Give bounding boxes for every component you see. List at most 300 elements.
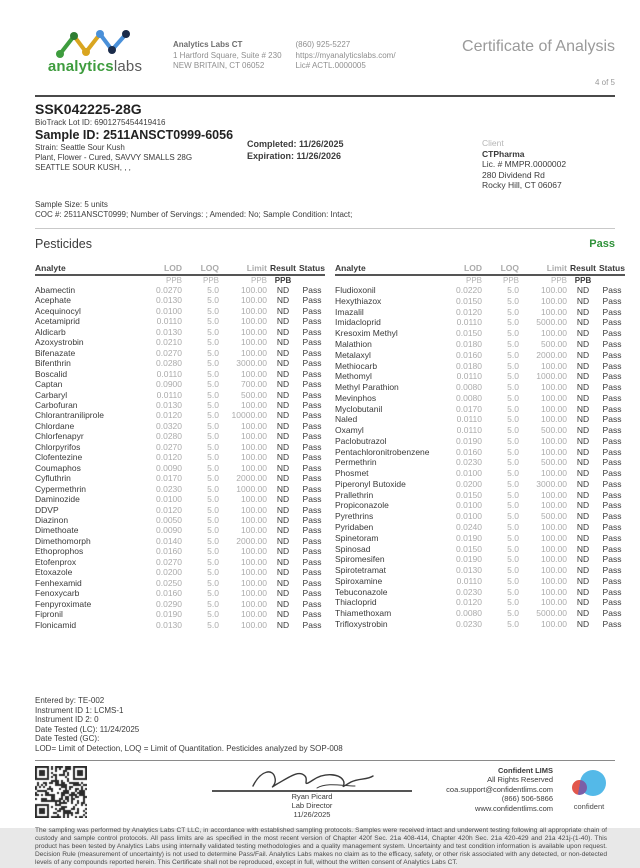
value-cell: 0.0270 [156, 441, 182, 452]
value-cell: 5.0 [207, 609, 219, 620]
table-row [35, 306, 325, 316]
table-row [35, 515, 325, 525]
analyte-cell: Metalaxyl [335, 349, 371, 360]
table-row [335, 490, 625, 501]
value-cell: 100.00 [541, 619, 567, 630]
value-cell: 100.00 [541, 285, 567, 296]
logo-zigzag-icon [52, 28, 138, 60]
signature-block [187, 766, 437, 819]
value-cell: 0.0220 [456, 285, 482, 296]
value-cell: 5.0 [507, 371, 519, 382]
analyte-cell: Abamectin [35, 285, 76, 295]
value-cell: 0.0100 [456, 511, 482, 522]
sample-id: Sample ID: 2511ANSCT0999-6056 [35, 128, 234, 142]
pesticides-table-left [35, 263, 325, 630]
table-body-left [35, 285, 325, 630]
value-cell: ND [576, 543, 590, 554]
header [35, 28, 615, 87]
value-cell: 100.00 [241, 305, 267, 316]
value-cell: ND [576, 597, 590, 608]
analyte-cell: Methomyl [335, 371, 372, 382]
analyte-cell: Chlordane [35, 420, 75, 431]
lims-email: coa.support@confidentlims.com [446, 784, 553, 794]
value-cell: 0.0150 [456, 543, 482, 554]
value-cell: 0.0100 [156, 494, 182, 505]
value-cell: Pass [602, 403, 622, 414]
table-row [335, 285, 625, 296]
value-cell: 100.00 [241, 525, 267, 536]
unit-cell: PPB [574, 275, 592, 285]
value-cell: 5.0 [207, 619, 219, 630]
analyte-cell: Cyfluthrin [35, 473, 71, 484]
table-row [335, 403, 625, 414]
value-cell: Pass [302, 337, 322, 348]
value-cell: 0.0050 [156, 514, 182, 525]
value-cell: ND [576, 295, 590, 306]
signer-title: Lab Director [291, 800, 333, 810]
pesticides-tables [35, 262, 625, 630]
analyte-cell: Pyridaben [335, 522, 374, 532]
value-cell: Pass [302, 567, 322, 578]
analytics-labs-logo [35, 28, 155, 75]
value-cell: ND [276, 567, 290, 578]
value-cell: Pass [602, 500, 622, 511]
value-cell: 5.0 [207, 483, 219, 494]
table-header-row [335, 263, 625, 275]
value-cell: 5.0 [507, 317, 519, 328]
col-loq: LOQ [182, 263, 219, 275]
analyte-cell: Prallethrin [335, 489, 374, 500]
value-cell: 100.00 [241, 326, 267, 337]
value-cell: 5.0 [207, 525, 219, 536]
value-cell: ND [276, 389, 290, 400]
unit-cell: PPB [250, 275, 267, 285]
value-cell: 0.0110 [456, 575, 482, 586]
table-row [35, 557, 325, 567]
instrument-id-2: Instrument ID 2: 0 [35, 715, 99, 725]
analyte-cell: Kresoxim Methyl [335, 328, 398, 339]
value-cell: Pass [302, 556, 322, 567]
value-cell: 100.00 [241, 577, 267, 588]
value-cell: 5.0 [507, 608, 519, 619]
value-cell: ND [576, 306, 590, 317]
value-cell: 500.00 [541, 425, 567, 436]
client-label: Client [482, 138, 504, 148]
value-cell: 5.0 [207, 494, 219, 505]
signer-name: Ryan Picard [291, 791, 333, 801]
value-cell: 0.0130 [156, 619, 182, 630]
value-cell: Pass [602, 285, 622, 296]
value-cell: 5.0 [507, 457, 519, 468]
value-cell: ND [276, 577, 290, 588]
value-cell: 5.0 [507, 338, 519, 349]
value-cell: 0.0190 [456, 532, 482, 543]
value-cell: 5.0 [507, 575, 519, 586]
value-cell: ND [576, 403, 590, 414]
value-cell: Pass [602, 360, 622, 371]
table-row [35, 337, 325, 347]
sample-details-block [35, 117, 247, 191]
value-cell: 100.00 [541, 532, 567, 543]
col-status: Status [599, 262, 625, 273]
lab-website: https://myanalyticslabs.com/ [295, 50, 396, 60]
client-name: CTPharma [482, 148, 525, 159]
value-cell: ND [276, 535, 290, 546]
value-cell: ND [276, 556, 290, 567]
value-cell: Pass [302, 285, 322, 295]
value-cell: 5.0 [507, 500, 519, 511]
analyte-cell: Etoxazole [35, 567, 73, 578]
value-cell: 500.00 [541, 457, 567, 468]
analyte-cell: Fludioxonil [335, 285, 376, 296]
unit-cell: PPB [274, 275, 292, 285]
value-cell: Pass [302, 452, 322, 463]
signature-footer [35, 766, 615, 819]
table-row [335, 296, 625, 307]
lab-phone: (860) 925-5227 [295, 40, 351, 49]
value-cell: 0.0900 [156, 379, 182, 390]
value-cell: 5.0 [207, 535, 219, 546]
col-analyte: Analyte [335, 263, 435, 275]
value-cell: Pass [602, 478, 622, 489]
table-row [35, 536, 325, 546]
analyte-cell: Phosmet [335, 468, 369, 479]
pesticides-table-right [335, 263, 625, 630]
value-cell: Pass [302, 347, 322, 358]
value-cell: 2000.00 [536, 349, 567, 360]
value-cell: 0.0190 [456, 435, 482, 446]
table-units-row [35, 275, 325, 286]
value-cell: ND [276, 431, 290, 442]
analyte-cell: Dimethomorph [35, 535, 91, 546]
analyte-cell: Spiromesifen [335, 554, 385, 565]
date-tested-gc: Date Tested (GC): [35, 734, 100, 744]
analyte-cell: Imidacloprid [335, 317, 381, 328]
value-cell: 5.0 [207, 399, 219, 410]
unit-cell: PPB [550, 275, 567, 285]
value-cell: Pass [302, 546, 322, 557]
value-cell: Pass [602, 457, 622, 468]
value-cell: 100.00 [241, 598, 267, 609]
value-cell: Pass [302, 399, 322, 410]
value-cell: 0.0230 [156, 483, 182, 494]
analyte-cell: Paclobutrazol [335, 435, 387, 446]
lims-name: Confident LIMS [498, 765, 553, 775]
value-cell: ND [576, 457, 590, 468]
value-cell: ND [576, 392, 590, 403]
page-number: 4 of 5 [594, 78, 615, 87]
value-cell: ND [276, 462, 290, 473]
expiration-date: Expiration: 11/26/2026 [247, 151, 342, 161]
value-cell: 100.00 [541, 586, 567, 597]
value-cell: 5.0 [507, 597, 519, 608]
value-cell: Pass [302, 619, 322, 630]
table-row [335, 436, 625, 447]
value-cell: ND [576, 478, 590, 489]
dates-block [247, 117, 382, 191]
value-cell: ND [276, 316, 290, 327]
table-row [335, 597, 625, 608]
value-cell: 100.00 [241, 556, 267, 567]
value-cell: ND [276, 399, 290, 410]
table-row [35, 442, 325, 452]
sample-size: Sample Size: 5 units [35, 199, 108, 209]
value-cell: Pass [602, 425, 622, 436]
lab-address-line2: NEW BRITAIN, CT 06052 [173, 61, 265, 70]
value-cell: 0.0130 [156, 326, 182, 337]
value-cell: Pass [602, 306, 622, 317]
value-cell: Pass [602, 446, 622, 457]
value-cell: 0.0130 [156, 399, 182, 410]
analyte-cell: Piperonyl Butoxide [335, 478, 406, 489]
table-row [335, 414, 625, 425]
analyte-cell: Hexythiazox [335, 295, 382, 306]
unit-cell [335, 275, 435, 286]
value-cell: ND [276, 483, 290, 494]
table-row [35, 369, 325, 379]
value-cell: 10000.00 [231, 410, 267, 421]
value-cell: 3000.00 [536, 478, 567, 489]
table-row [35, 410, 325, 420]
value-cell: 100.00 [241, 567, 267, 578]
value-cell: 5.0 [507, 425, 519, 436]
value-cell: 100.00 [541, 446, 567, 457]
table-row [35, 295, 325, 305]
table-row [335, 446, 625, 457]
table-row [35, 400, 325, 410]
value-cell: ND [276, 441, 290, 452]
table-row [35, 609, 325, 619]
table-row [335, 522, 625, 533]
client-address1: 280 Dividend Rd [482, 169, 545, 180]
lims-website: www.confidentlims.com [475, 803, 553, 813]
strain: Strain: Seattle Sour Kush [35, 143, 125, 152]
value-cell: 0.0100 [456, 468, 482, 479]
value-cell: ND [276, 347, 290, 358]
value-cell: Pass [602, 586, 622, 597]
value-cell: 500.00 [541, 338, 567, 349]
value-cell: Pass [602, 392, 622, 403]
value-cell: 5.0 [207, 326, 219, 337]
analyte-cell: Bifenazate [35, 347, 76, 358]
unit-cell [35, 275, 135, 286]
value-cell: 0.0150 [456, 489, 482, 500]
analyte-cell: Permethrin [335, 457, 377, 468]
value-cell: 100.00 [541, 522, 567, 532]
value-cell: 100.00 [541, 295, 567, 306]
header-right [462, 28, 615, 87]
analyte-cell: Myclobutanil [335, 403, 383, 414]
value-cell: Pass [602, 608, 622, 619]
value-cell: 5.0 [507, 619, 519, 630]
value-cell: 0.0120 [156, 410, 182, 421]
value-cell: 5.0 [207, 305, 219, 316]
value-cell: ND [276, 514, 290, 525]
value-cell: ND [576, 565, 590, 576]
value-cell: ND [576, 371, 590, 382]
analyte-cell: Spirotetramat [335, 565, 387, 576]
table-row [335, 317, 625, 328]
logo-wordmark-analytics: analytics [47, 58, 114, 75]
value-cell: 2000.00 [236, 473, 267, 484]
test-metadata-block [35, 696, 615, 754]
lab-contact-info [173, 28, 396, 72]
value-cell: 100.00 [241, 431, 267, 442]
value-cell: 2000.00 [236, 535, 267, 546]
value-cell: ND [576, 511, 590, 522]
value-cell: Pass [302, 368, 322, 379]
value-cell: ND [576, 586, 590, 597]
value-cell: 100.00 [541, 565, 567, 576]
value-cell: 5.0 [207, 577, 219, 588]
table-row [35, 348, 325, 358]
value-cell: ND [576, 608, 590, 619]
value-cell: 100.00 [541, 414, 567, 425]
date-tested-lc: Date Tested (LC): 11/24/2025 [35, 724, 140, 734]
value-cell: 0.0230 [456, 619, 482, 630]
value-cell: 5.0 [207, 598, 219, 609]
value-cell: 5.0 [507, 511, 519, 522]
table-row [335, 533, 625, 544]
analyte-cell: Thiamethoxam [335, 608, 392, 619]
value-cell: ND [576, 414, 590, 425]
value-cell: 5.0 [507, 360, 519, 371]
value-cell: Pass [302, 504, 322, 515]
value-cell: 5.0 [507, 489, 519, 500]
col-status: Status [299, 262, 325, 273]
value-cell: Pass [602, 597, 622, 608]
value-cell: 5.0 [207, 368, 219, 379]
value-cell: 0.0270 [156, 285, 182, 295]
value-cell: Pass [602, 489, 622, 500]
value-cell: 0.0190 [456, 554, 482, 565]
col-lod: LOD [135, 263, 182, 275]
value-cell: 0.0110 [456, 414, 482, 425]
value-cell: 0.0090 [156, 525, 182, 536]
value-cell: 5.0 [507, 522, 519, 532]
value-cell: 0.0170 [456, 403, 482, 414]
value-cell: Pass [602, 349, 622, 360]
value-cell: Pass [302, 326, 322, 337]
table-body-right [335, 285, 625, 630]
value-cell: Pass [302, 358, 322, 369]
value-cell: Pass [602, 543, 622, 554]
analyte-cell: Clofentezine [35, 452, 83, 463]
analyte-cell: Spinetoram [335, 532, 379, 543]
value-cell: Pass [602, 382, 622, 393]
table-row [335, 425, 625, 436]
value-cell: ND [276, 473, 290, 484]
value-cell: ND [576, 446, 590, 457]
analyte-cell: Acetamiprid [35, 316, 80, 327]
value-cell: 5.0 [207, 473, 219, 484]
lab-phone-block [296, 40, 396, 72]
analyte-cell: DDVP [35, 504, 59, 515]
value-cell: 0.0180 [456, 360, 482, 371]
sample-info-section [35, 101, 615, 220]
analyte-cell: Coumaphos [35, 462, 81, 473]
table-row [335, 468, 625, 479]
section-divider [35, 228, 615, 229]
value-cell: ND [276, 546, 290, 557]
value-cell: 5.0 [507, 414, 519, 425]
sample-batch-title: SSK042225-28G [35, 101, 142, 117]
analyte-cell: Fenpyroximate [35, 598, 92, 609]
analyte-cell: Daminozide [35, 494, 80, 505]
value-cell: 0.0160 [156, 546, 182, 557]
value-cell: 5.0 [507, 468, 519, 479]
value-cell: 5.0 [207, 514, 219, 525]
value-cell: 5.0 [507, 382, 519, 393]
table-row [335, 339, 625, 350]
legal-disclaimer: The sampling was performed by Analytics Labs CT LLC, in accordance with established sampling protocols. Samples were received intact and underwent testing following all appropriate chain of custody and sample control protocols. All pass limits are as specified in the most recent version of Chapter 420f Sec. 21a 408-414, Chapter 420h Sec. 21a 420-429 and 21a 421j-(1-40). This product has been tested by Analytics Labs using internally validated testing methodologies and a quality management system. Uncertainty and test condition information is available upon request. Decision Rule (measurement of uncertainty) is not used to determine Pass/Fail. Analytics Labs makes no claim as to the efficacy, safety, or other risk associated with any detected, or non-detected levels of any compounds reported herein. This Certificate shall not be reproduced, except in full, without the written consent of Analytics Labs CT. [35, 826, 607, 867]
value-cell: 5.0 [507, 306, 519, 317]
analyte-cell: Pyrethrins [335, 511, 374, 522]
value-cell: 100.00 [541, 543, 567, 554]
analyte-cell: Imazalil [335, 306, 364, 317]
value-cell: 100.00 [241, 285, 267, 295]
value-cell: Pass [302, 389, 322, 400]
lims-phone: (866) 506-5866 [501, 794, 553, 804]
value-cell: ND [276, 452, 290, 463]
coc-line: COC #: 2511ANSCT0999; Number of Servings: ; Amended: No; Sample Condition: Intact; [35, 209, 353, 219]
value-cell: ND [276, 368, 290, 379]
value-cell: 0.0100 [156, 305, 182, 316]
value-cell: 100.00 [541, 500, 567, 511]
value-cell: 5.0 [507, 328, 519, 339]
value-cell: 100.00 [241, 588, 267, 599]
value-cell: 0.0280 [156, 358, 182, 369]
value-cell: 0.0110 [156, 389, 182, 400]
value-cell: 100.00 [241, 462, 267, 473]
value-cell: 5.0 [507, 435, 519, 446]
instrument-id-1: Instrument ID 1: LCMS-1 [35, 705, 124, 715]
value-cell: 5.0 [207, 347, 219, 358]
value-cell: ND [276, 410, 290, 421]
value-cell: ND [276, 295, 290, 306]
value-cell: 0.0110 [156, 316, 182, 327]
value-cell: 5.0 [507, 478, 519, 489]
value-cell: 0.0200 [156, 567, 182, 578]
value-cell: 5000.00 [536, 317, 567, 328]
value-cell: 100.00 [541, 360, 567, 371]
table-row [35, 546, 325, 556]
value-cell: ND [276, 504, 290, 515]
value-cell: 0.0210 [156, 337, 182, 348]
value-cell: 5000.00 [536, 608, 567, 619]
analyte-cell: Carbaryl [35, 389, 68, 400]
value-cell: 0.0270 [156, 347, 182, 358]
document-title: Certificate of Analysis [462, 38, 615, 55]
value-cell: 100.00 [541, 328, 567, 339]
value-cell: 0.0190 [156, 609, 182, 620]
value-cell: ND [576, 468, 590, 479]
value-cell: Pass [602, 295, 622, 306]
table-row [35, 588, 325, 598]
value-cell: 100.00 [541, 435, 567, 446]
table-row [335, 554, 625, 565]
value-cell: 100.00 [241, 609, 267, 620]
value-cell: Pass [302, 305, 322, 316]
value-cell: Pass [302, 473, 322, 484]
table-row [35, 285, 325, 295]
value-cell: 100.00 [541, 403, 567, 414]
analyte-cell: Oxamyl [335, 425, 364, 436]
table-row [335, 608, 625, 619]
value-cell: 100.00 [541, 392, 567, 403]
value-cell: 5.0 [507, 565, 519, 576]
value-cell: 5.0 [507, 543, 519, 554]
